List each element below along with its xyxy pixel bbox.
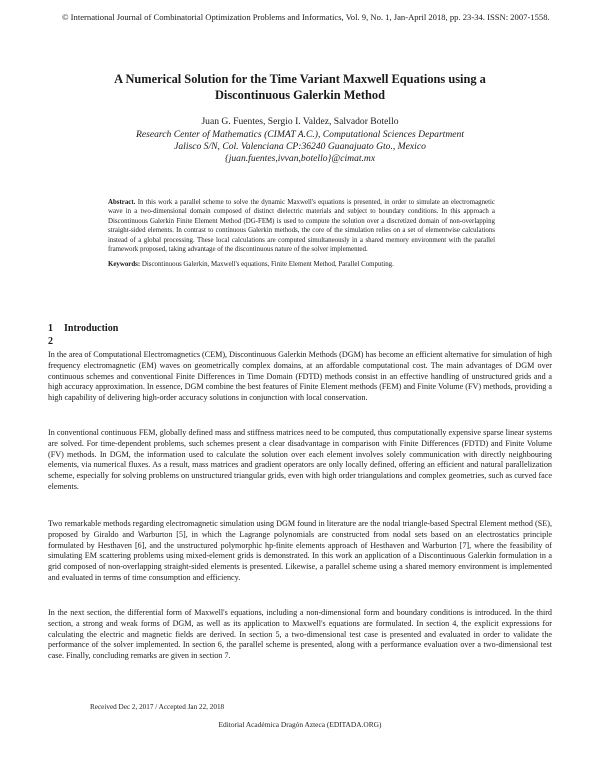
publisher-footer: Editorial Académica Dragón Azteca (EDITADA.ORG) (218, 720, 382, 729)
paragraph-1: In the area of Computational Electromagnetics (CEM), Discontinuous Galerkin Methods (DGM) has become an efficient alternative for simulation of high frequency electromagnetic (EM) waves on geometrically complex domains, at an affordable computational cost. The main advantages of DGM over continuous schemes and conventional Finite Differences in Time Domain (FDTD) methods consist in an effective handling of unstructured grids and a high accuracy approximation. In essence, DGM combine the best features of Finite Element methods (FEM) and Finite Volume (FV) methods, providing a high capability of delivering high-order accuracy solutions in conjunction with local conservation. (48, 350, 552, 403)
paragraph-4: In the next section, the differential form of Maxwell's equations, including a non-dimensional form and boundary conditions is introduced. In the third section, a strong and weak forms of DGM, as well as its application to Maxwell's equations are formulated. In section 4, the explicit expressions for calculating the electric and magnetic fields are derived. In section 5, a two-dimensional test case is presented and evaluated in order to validate the performance of the solver implemented. In section 6, the parallel scheme is presented, along with a performance evaluation over a two-dimensional test case. Finally, concluding remarks are given in section 7. (48, 608, 552, 661)
abstract (108, 198, 495, 254)
title-line-2: Discontinuous Galerkin Method (214, 87, 386, 102)
journal-header: © International Journal of Combinatorial Optimization Problems and Informatics, Vol. 9, No. 1, Jan-April 2018, pp. 23-34. ISSN: 2007-1558. (62, 12, 550, 22)
author-list: Juan G. Fuentes, Sergio I. Valdez, Salvador Botello (201, 116, 399, 127)
received-date: Received Dec 2, 2017 / Accepted Jan 22, 2018 (90, 703, 225, 711)
title-line-1: A Numerical Solution for the Time Variant Maxwell Equations using a (114, 72, 486, 86)
section-number: 1 (48, 323, 53, 334)
section-heading (48, 323, 118, 335)
affiliation (60, 129, 540, 166)
section-title: Introduction (64, 323, 119, 334)
affiliation-line-2: Jalisco S/N, Col. Valenciana CP:36240 Guanajuato Gto., Mexico (174, 141, 426, 153)
stray-section-number: 2 (48, 336, 53, 347)
affiliation-line-1: Research Center of Mathematics (CIMAT A.C.), Computational Sciences Department (136, 129, 464, 140)
keywords (108, 260, 495, 269)
abstract-text: In this work a parallel scheme to solve the dynamic Maxwell's equations is presented, in order to simulate an electromagnetic wave in a two-dimensional domain composed of distinct dielectric materials and subject to boundary conditions. In this approach a Discontinuous Galerkin Finite Element Method (DG-FEM) is used to compute the solution over a discretized domain of non-overlapping straight-sided elements. In contrast to continuous Galerkin methods, the core of the simulation relies on a set of elementwise calculations instead of a global processing. These local calculations are computed simultaneously in a shared memory environment with the parallel framework proposed, taking advantage of the discontinuous nature of the solver implemented. (108, 199, 495, 254)
paragraph-2: In conventional continuous FEM, globally defined mass and stiffness matrices need to be computed, thus computationally expensive sparse linear systems are solved. For time-dependent problems, such schemes present a clear disadvantage in comparison with Finite Differences (FDTD) and Finite Volume (FV) methods. In DGM, the information used to calculate the solution over each element involves solely communication with directly neighbouring elements, via numerical fluxes. As a result, mass matrices and gradient operators are only locally defined, offering an efficient and natural parallelization scheme, especially for solving problems on unstructured triangular grids, even with high order triangulations and complex geometries, such as curved face elements. (48, 428, 552, 491)
author-emails: {juan.fuentes,ivvan,botello}@cimat.mx (224, 153, 376, 165)
keywords-label: Keywords: (108, 261, 141, 268)
paragraph-3: Two remarkable methods regarding electromagnetic simulation using DGM found in literature are the nodal triangle-based Spectral Element method (SE), proposed by Giraldo and Warburton [5], in which the Lagrange polynomials are constructed from nodal sets based on an electrostatics principle formulated by Hesthaven [6], and the unstructured polymorphic hp-finite elements approach of Hesthaven and Warburton [7], where the feasibility of simulating EM scattering problems using mixed-element grids is demonstrated. In this work an application of a Discontinuous Galerkin formulation in a grid composed of non-overlapping straight-sided elements is presented. Likewise, a parallel scheme using a shared memory environment is implemented and evaluated in terms of time consumption and efficiency. (48, 519, 552, 582)
keywords-text: Discontinuous Galerkin, Maxwell's equations, Finite Element Method, Parallel Computing. (141, 261, 394, 268)
paper-title (60, 72, 540, 103)
abstract-label: Abstract. (108, 199, 136, 206)
